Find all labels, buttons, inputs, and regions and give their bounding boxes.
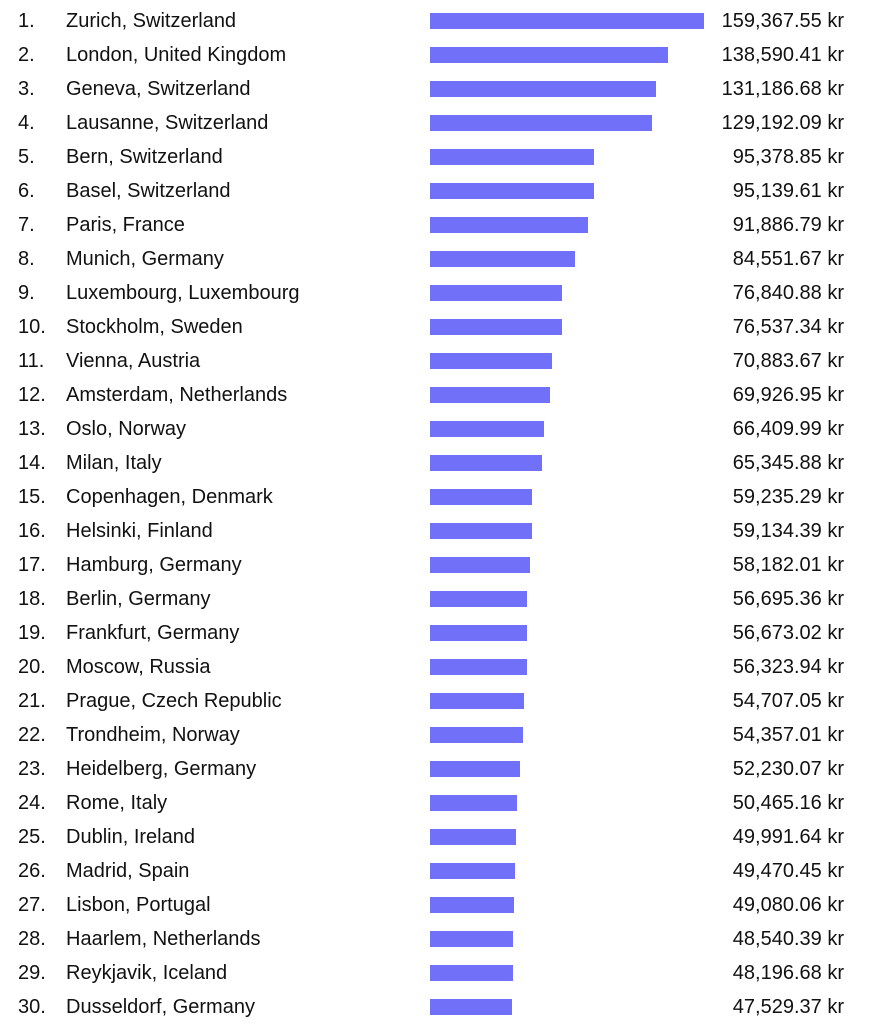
- category-label: Amsterdam, Netherlands: [66, 384, 288, 406]
- rank-label: 3.: [18, 78, 35, 100]
- rank-label: 4.: [18, 112, 35, 134]
- chart-row: [0, 480, 877, 514]
- chart-row: [0, 616, 877, 650]
- chart-row: [0, 174, 877, 208]
- category-label: Reykjavik, Iceland: [66, 962, 228, 984]
- rank-label: 29.: [18, 962, 46, 984]
- category-label: Frankfurt, Germany: [66, 622, 240, 644]
- rank-label: 6.: [18, 180, 35, 202]
- bar: [430, 999, 512, 1015]
- rank-label: 1.: [18, 10, 35, 32]
- category-label: Stockholm, Sweden: [66, 316, 243, 338]
- rank-label: 23.: [18, 758, 46, 780]
- bar: [430, 625, 527, 641]
- rank-label: 30.: [18, 996, 46, 1018]
- category-label: Bern, Switzerland: [66, 146, 223, 168]
- chart-row: [0, 514, 877, 548]
- rank-label: 2.: [18, 44, 35, 66]
- bar: [430, 795, 517, 811]
- bar: [430, 251, 575, 267]
- category-label: Luxembourg, Luxembourg: [66, 282, 300, 304]
- bar: [430, 149, 594, 165]
- chart-row: [0, 344, 877, 378]
- rank-label: 12.: [18, 384, 46, 406]
- chart-row: [0, 378, 877, 412]
- bar: [430, 421, 544, 437]
- bar: [430, 523, 532, 539]
- rank-label: 24.: [18, 792, 46, 814]
- bar: [430, 183, 594, 199]
- bar: [430, 557, 530, 573]
- rank-label: 18.: [18, 588, 46, 610]
- bar: [430, 727, 523, 743]
- bar: [430, 965, 513, 981]
- chart-row: [0, 4, 877, 38]
- chart-row: [0, 208, 877, 242]
- category-label: Paris, France: [66, 214, 185, 236]
- value-label: 48,196.68 kr: [732, 962, 844, 984]
- chart-row: [0, 276, 877, 310]
- chart-row: [0, 140, 877, 174]
- value-label: 59,134.39 kr: [732, 520, 844, 542]
- rank-label: 8.: [18, 248, 35, 270]
- value-label: 65,345.88 kr: [732, 452, 844, 474]
- value-label: 58,182.01 kr: [732, 554, 844, 576]
- rank-label: 20.: [18, 656, 46, 678]
- value-label: 52,230.07 kr: [732, 758, 844, 780]
- category-label: Oslo, Norway: [66, 418, 187, 440]
- bar: [430, 13, 704, 29]
- chart-row: [0, 106, 877, 140]
- category-label: Milan, Italy: [66, 452, 162, 474]
- rank-label: 9.: [18, 282, 35, 304]
- rank-label: 25.: [18, 826, 46, 848]
- category-label: Heidelberg, Germany: [66, 758, 257, 780]
- chart-row: [0, 412, 877, 446]
- bar: [430, 81, 656, 97]
- value-label: 47,529.37 kr: [732, 996, 844, 1018]
- chart-row: [0, 956, 877, 990]
- chart-row: [0, 548, 877, 582]
- category-label: Lausanne, Switzerland: [66, 112, 269, 134]
- value-label: 54,357.01 kr: [732, 724, 844, 746]
- rank-label: 21.: [18, 690, 46, 712]
- rank-label: 16.: [18, 520, 46, 542]
- category-label: Prague, Czech Republic: [66, 690, 282, 712]
- value-label: 66,409.99 kr: [732, 418, 844, 440]
- value-label: 129,192.09 kr: [721, 112, 844, 134]
- bar: [430, 47, 668, 63]
- category-label: Madrid, Spain: [66, 860, 190, 882]
- category-label: Basel, Switzerland: [66, 180, 231, 202]
- bar: [430, 931, 513, 947]
- value-label: 48,540.39 kr: [732, 928, 844, 950]
- value-label: 84,551.67 kr: [732, 248, 844, 270]
- value-label: 91,886.79 kr: [732, 214, 844, 236]
- category-label: Lisbon, Portugal: [66, 894, 211, 916]
- value-label: 49,991.64 kr: [732, 826, 844, 848]
- chart-row: [0, 888, 877, 922]
- value-label: 69,926.95 kr: [732, 384, 844, 406]
- bar: [430, 591, 527, 607]
- bar: [430, 319, 562, 335]
- chart-row: [0, 684, 877, 718]
- category-label: Dusseldorf, Germany: [66, 996, 255, 1018]
- bar: [430, 115, 652, 131]
- chart-row: [0, 786, 877, 820]
- category-label: Trondheim, Norway: [66, 724, 240, 746]
- bar: [430, 217, 588, 233]
- rank-label: 13.: [18, 418, 46, 440]
- rank-label: 26.: [18, 860, 46, 882]
- bar: [430, 353, 552, 369]
- category-label: Helsinki, Finland: [66, 520, 213, 542]
- rank-label: 15.: [18, 486, 46, 508]
- category-label: Dublin, Ireland: [66, 826, 195, 848]
- value-label: 56,673.02 kr: [732, 622, 844, 644]
- rank-label: 10.: [18, 316, 46, 338]
- chart-row: [0, 446, 877, 480]
- category-label: Hamburg, Germany: [66, 554, 242, 576]
- bar: [430, 455, 542, 471]
- bar: [430, 693, 524, 709]
- bar: [430, 387, 550, 403]
- value-label: 56,323.94 kr: [732, 656, 844, 678]
- chart-row: [0, 242, 877, 276]
- rank-label: 19.: [18, 622, 46, 644]
- category-label: Munich, Germany: [66, 248, 224, 270]
- category-label: Rome, Italy: [66, 792, 168, 814]
- chart-row: [0, 582, 877, 616]
- rank-label: 22.: [18, 724, 46, 746]
- category-label: Berlin, Germany: [66, 588, 211, 610]
- category-label: Haarlem, Netherlands: [66, 928, 261, 950]
- chart-row: [0, 650, 877, 684]
- category-label: Zurich, Switzerland: [66, 10, 237, 32]
- value-label: 50,465.16 kr: [732, 792, 844, 814]
- chart-row: [0, 990, 877, 1024]
- bar: [430, 897, 514, 913]
- chart-row: [0, 854, 877, 888]
- rank-label: 11.: [18, 350, 45, 372]
- value-label: 95,378.85 kr: [732, 146, 844, 168]
- value-label: 138,590.41 kr: [721, 44, 844, 66]
- value-label: 95,139.61 kr: [732, 180, 844, 202]
- bar: [430, 863, 515, 879]
- value-label: 70,883.67 kr: [732, 350, 844, 372]
- chart-row: [0, 718, 877, 752]
- chart-row: [0, 922, 877, 956]
- category-label: Geneva, Switzerland: [66, 78, 251, 100]
- value-label: 76,840.88 kr: [732, 282, 844, 304]
- bar: [430, 829, 516, 845]
- chart-row: [0, 820, 877, 854]
- category-label: Moscow, Russia: [66, 656, 211, 678]
- bar: [430, 285, 562, 301]
- category-label: Copenhagen, Denmark: [66, 486, 273, 508]
- category-label: London, United Kingdom: [66, 44, 287, 66]
- chart-row: [0, 310, 877, 344]
- value-label: 49,470.45 kr: [732, 860, 844, 882]
- value-label: 159,367.55 kr: [721, 10, 844, 32]
- value-label: 76,537.34 kr: [732, 316, 844, 338]
- rank-label: 27.: [18, 894, 46, 916]
- chart-row: [0, 72, 877, 106]
- category-label: Vienna, Austria: [66, 350, 201, 372]
- value-label: 131,186.68 kr: [721, 78, 844, 100]
- rank-label: 28.: [18, 928, 46, 950]
- value-label: 49,080.06 kr: [732, 894, 844, 916]
- chart-row: [0, 752, 877, 786]
- rank-label: 7.: [18, 214, 35, 236]
- bar: [430, 659, 527, 675]
- bar: [430, 761, 520, 777]
- value-label: 59,235.29 kr: [732, 486, 844, 508]
- chart-row: [0, 38, 877, 72]
- value-label: 56,695.36 kr: [732, 588, 844, 610]
- rank-label: 17.: [18, 554, 46, 576]
- bar: [430, 489, 532, 505]
- rank-label: 5.: [18, 146, 35, 168]
- value-label: 54,707.05 kr: [732, 690, 844, 712]
- rank-label: 14.: [18, 452, 46, 474]
